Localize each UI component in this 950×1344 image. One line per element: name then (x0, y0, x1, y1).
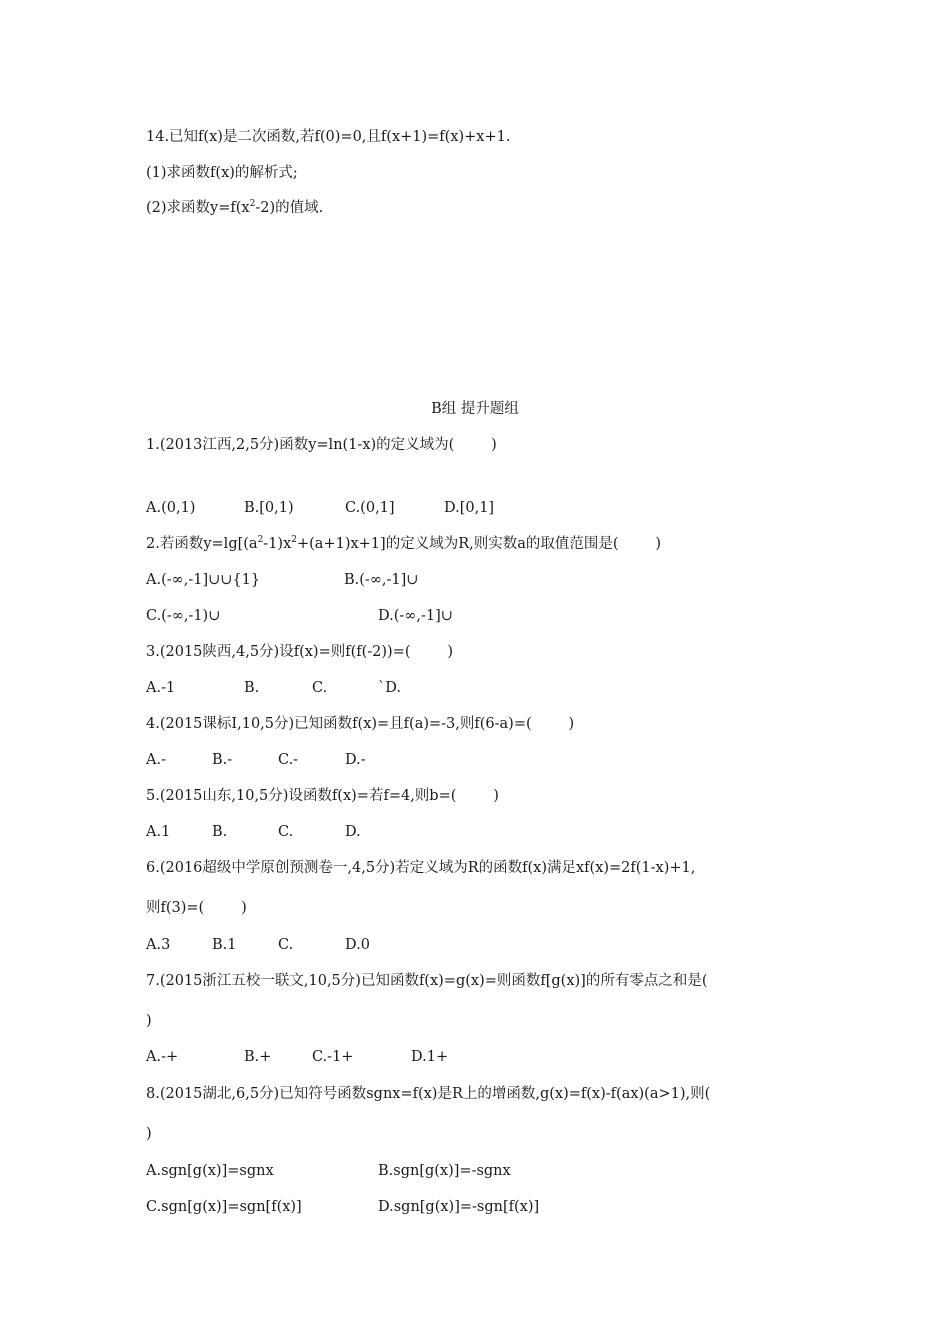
option-a: A.-1 (146, 680, 176, 696)
problem-14-part1: (1)求函数f(x)的解析式; (146, 165, 298, 181)
question-6-stem: 6.(2016超级中学原创预测卷一,4,5分)若定义域为R的函数f(x)满足xf(x)=2f(1-x)+1, (146, 860, 696, 876)
option-c: C.(-∞,-1)∪ (146, 608, 221, 624)
question-6-stem-cont: 则f(3)=( ) (146, 900, 247, 916)
option-b: B.sgn[g(x)]=-sgnx (378, 1163, 511, 1179)
question-7-stem-cont: ) (146, 1013, 152, 1029)
question-3-stem: 3.(2015陕西,4,5分)设f(x)=则f(f(-2))=( ) (146, 644, 454, 660)
option-b: B.1 (212, 937, 237, 953)
option-d: D. (345, 824, 361, 840)
problem-14-stem: 14.已知f(x)是二次函数,若f(0)=0,且f(x+1)=f(x)+x+1. (146, 129, 511, 145)
question-4-stem: 4.(2015课标Ⅰ,10,5分)已知函数f(x)=且f(a)=-3,则f(6-a)=( ) (146, 716, 575, 732)
option-a: A.- (146, 752, 166, 768)
option-a: A.sgn[g(x)]=sgnx (146, 1163, 274, 1179)
option-a: A.(-∞,-1]∪∪{1} (146, 572, 261, 588)
option-a: A.3 (146, 937, 171, 953)
question-8-stem-cont: ) (146, 1126, 152, 1142)
question-7-stem: 7.(2015浙江五校一联文,10,5分)已知函数f(x)=g(x)=则函数f[g(x)]的所有零点之和是( (146, 973, 708, 989)
question-1-stem: 1.(2013江西,2,5分)函数y=ln(1-x)的定义域为( ) (146, 437, 497, 453)
option-d: D.(-∞,-1]∪ (378, 608, 453, 624)
option-c: C.- (278, 752, 299, 768)
option-a: A.1 (146, 824, 171, 840)
option-d: D.1+ (411, 1049, 449, 1065)
option-b: B.(-∞,-1]∪ (344, 572, 419, 588)
option-a: A.(0,1) (146, 500, 196, 516)
option-b: B.- (212, 752, 233, 768)
option-b: B.[0,1) (244, 500, 294, 516)
option-b: B.+ (244, 1049, 272, 1065)
option-c: C. (278, 937, 294, 953)
section-title: B组 提升题组 (431, 401, 519, 417)
option-d: D.[0,1] (444, 500, 495, 516)
option-b: B. (244, 680, 260, 696)
option-d: D.0 (345, 937, 370, 953)
option-d: D.- (345, 752, 366, 768)
option-a: A.-+ (146, 1049, 179, 1065)
option-c: C.(0,1] (345, 500, 395, 516)
option-c: C. (312, 680, 328, 696)
option-d: `D. (378, 680, 401, 696)
option-c: C. (278, 824, 294, 840)
question-2-stem: 2.若函数$y=\lg[(a^2-1)x^2+(a+1)x+1]$的定义域为R,则实数a的取值范围是( ) (146, 535, 662, 552)
question-8-stem: 8.(2015湖北,6,5分)已知符号函数sgnx=f(x)是R上的增函数,g(x)=f(x)-f(ax)(a>1),则( (146, 1086, 711, 1102)
option-c: C.sgn[g(x)]=sgn[f(x)] (146, 1199, 302, 1215)
option-c: C.-1+ (312, 1049, 354, 1065)
problem-14-part2: (2)求函数$y=f(x^2-2)$的值域. (146, 199, 324, 216)
option-b: B. (212, 824, 228, 840)
question-5-stem: 5.(2015山东,10,5分)设函数f(x)=若f=4,则b=( ) (146, 788, 499, 804)
option-d: D.sgn[g(x)]=-sgn[f(x)] (378, 1199, 540, 1215)
